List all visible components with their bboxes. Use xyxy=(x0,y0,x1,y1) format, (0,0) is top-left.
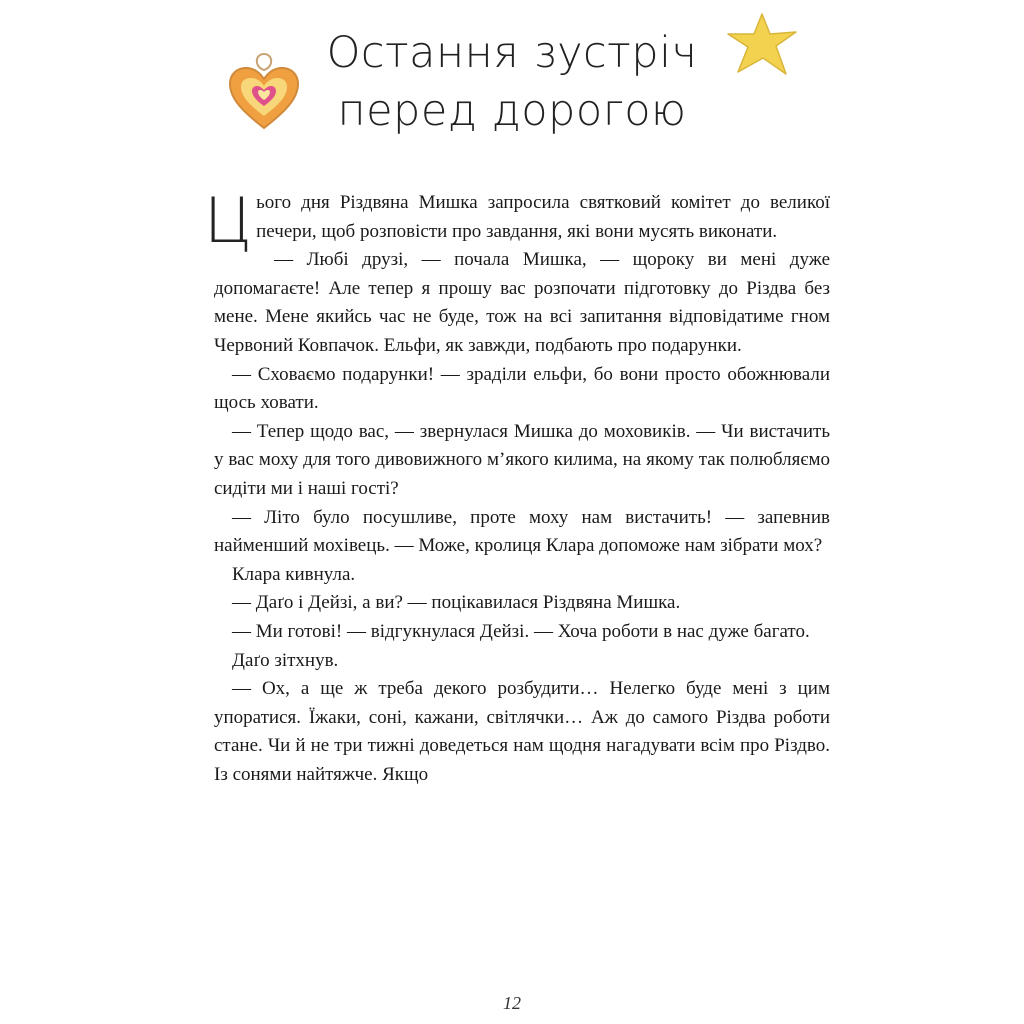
paragraph-10: — Ох, а ще ж треба декого розбудити… Нелегко буде мені з цим упоратися. Їжаки, соні, кажани, світлячки… Аж до самого Різдва роботи стане. Чи й не три тижні доведеться нам щодня нагадувати всім про Різдво. Із сонями найтяжче. Якщо xyxy=(214,678,830,785)
paragraph-1: Цього дня Різдвяна Мишка запросила святковий комітет до великої печери, щоб розповісти про завдання, які вони мусять виконати. xyxy=(204,184,830,257)
chapter-title xyxy=(300,24,724,140)
chapter-body-text xyxy=(204,184,830,789)
heart-pendant-icon xyxy=(226,52,302,132)
paragraph-2: — Любі друзі, — почала Мишка, — щороку ви мені дуже допомагаєте! Але тепер я прошу вас розпочати підготовку до Різдва без мене. Мене якийсь час не буде, тож на всі запитання відповідатиме гном Червоний Ковпачок. Ельфи, як завжди, подбають про подарунки. xyxy=(214,249,830,356)
paragraph-7: — Даґо і Дейзі, а ви? — поцікавилася Різдвяна Мишка. xyxy=(232,592,681,614)
paragraph-8: — Ми готові! — відгукнулася Дейзі. — Хоча роботи в нас дуже багато. xyxy=(232,620,810,642)
paragraph-9: Даґо зітхнув. xyxy=(232,649,339,671)
paragraph-5: — Літо було посушливе, проте моху нам вистачить! — запевнив найменший мохівець. — Може, кролиця Клара допоможе нам зібрати мох? xyxy=(214,506,830,557)
paragraph-4: — Тепер щодо вас, — звернулася Мишка до моховиків. — Чи вистачить у вас моху для того дивовижного м’якого килима, на якому так полюбляємо сидіти ми і наші гості? xyxy=(214,420,830,499)
paragraph-3: — Сховаємо подарунки! — зраділи ельфи, бо вони просто обожнювали щось ховати. xyxy=(214,363,830,414)
chapter-title-line-2: перед дорогою xyxy=(337,86,687,136)
paragraph-6: Клара кивнула. xyxy=(232,563,356,585)
page-number: 12 xyxy=(503,993,521,1013)
chapter-title-line-1: Остання зустріч xyxy=(326,28,698,78)
drop-cap: Ц xyxy=(204,184,253,257)
star-icon xyxy=(726,12,800,78)
